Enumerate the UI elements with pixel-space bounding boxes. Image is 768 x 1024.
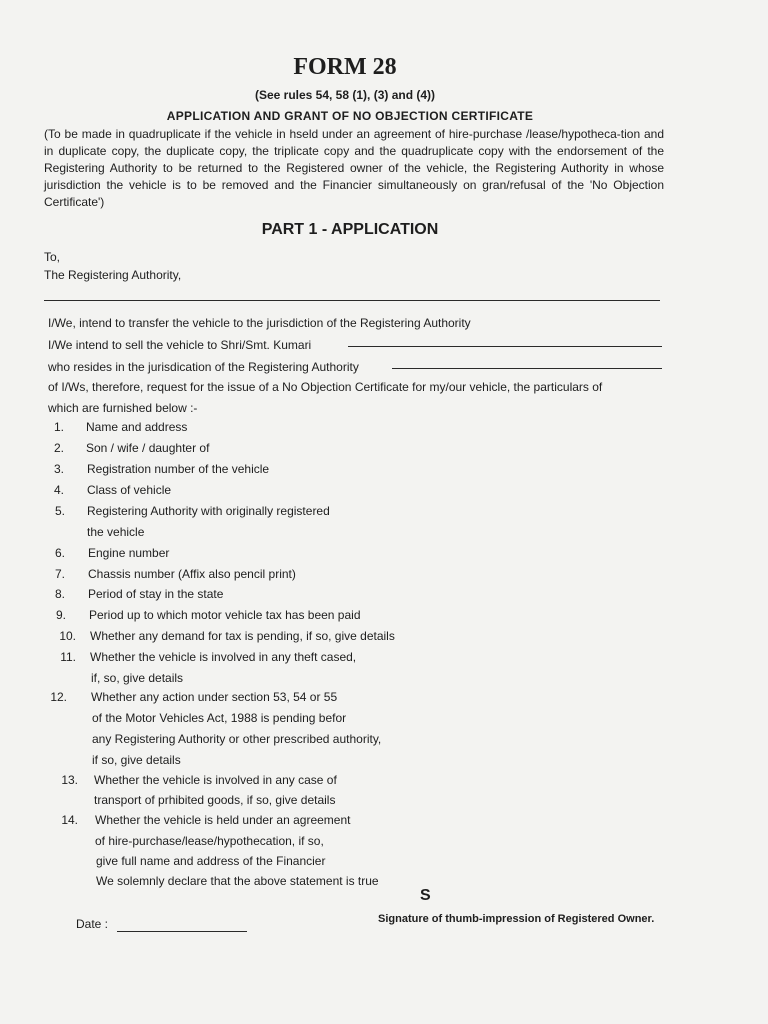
item-number: 1.	[53, 420, 64, 434]
form-heading: APPLICATION AND GRANT OF NO OBJECTION CERTIFICATE	[166, 109, 534, 123]
item-text: if so, give details	[92, 753, 181, 767]
item-text: Class of vehicle	[87, 483, 172, 497]
authority-jurisdiction-line	[392, 368, 662, 369]
authority-address-line	[44, 300, 660, 301]
item-text: of hire-purchase/lease/hypothecation, if so,	[95, 834, 324, 848]
item-text: Registering Authority with originally registered	[87, 504, 330, 518]
item-text: Whether the vehicle is involved in any theft cased,	[90, 650, 357, 664]
address-authority: The Registering Authority,	[44, 268, 182, 282]
item-text: Period of stay in the state	[88, 587, 224, 601]
item-text: any Registering Authority or other prescribed authority,	[92, 732, 382, 746]
part-title: PART 1 - APPLICATION	[261, 221, 439, 238]
date-label: Date :	[76, 917, 109, 931]
body-line-sell: I/We intend to sell the vehicle to Shri/Smt. Kumari	[48, 338, 312, 352]
item-text: Engine number	[88, 546, 170, 560]
item-number: 13.	[61, 773, 78, 787]
item-text: Registration number of the vehicle	[87, 462, 270, 476]
item-number: 14.	[61, 813, 78, 827]
declaration-text: We solemnly declare that the above statement is true	[96, 874, 379, 888]
item-number: 9.	[55, 608, 66, 622]
item-text: Name and address	[86, 420, 188, 434]
item-text: Whether the vehicle is held under an agreement	[95, 813, 351, 827]
item-number: 3.	[53, 462, 64, 476]
form-title: FORM 28	[293, 54, 397, 80]
item-text: Whether any action under section 53, 54 or 55	[91, 690, 338, 704]
item-number: 12.	[50, 690, 67, 704]
form-intro-note: (To be made in quadruplicate if the vehicle in hseld under an agreement of hire-purchase /lease/hypotheca-tion and in duplicate copy, the duplicate copy, the triplicate copy and the quadruplicate copy with the endorsement of the Registering Authority to be returned to the Registered owner of the vehicle, the Registering Authority in whose jurisdiction the vehicle is to be removed and the Financier simultaneously on gran/refusal of the 'No Objection Certificate')	[44, 127, 664, 209]
item-number: 10.	[59, 629, 76, 643]
item-number: 5.	[54, 504, 65, 518]
item-number: 6.	[54, 546, 65, 560]
item-number: 7.	[54, 567, 65, 581]
item-number: 4.	[53, 483, 64, 497]
signature-mark: S	[420, 887, 431, 904]
body-line-transfer: I/We, intend to transfer the vehicle to the jurisdiction of the Registering Authority	[48, 316, 471, 330]
item-text: Whether any demand for tax is pending, if so, give details	[90, 629, 395, 643]
body-line-request: of I/Ws, therefore, request for the issue of a No Objection Certificate for my/our vehicle, the particulars of	[48, 380, 603, 394]
item-text: Chassis number (Affix also pencil print)	[88, 567, 296, 581]
item-text: of the Motor Vehicles Act, 1988 is pending befor	[92, 711, 347, 725]
item-number: 11.	[60, 650, 76, 664]
form-rules-reference: (See rules 54, 58 (1), (3) and (4))	[254, 88, 436, 102]
item-text: Son / wife / daughter of	[86, 441, 210, 455]
item-text: the vehicle	[87, 525, 145, 539]
item-text: Period up to which motor vehicle tax has been paid	[89, 608, 361, 622]
item-text: transport of prhibited goods, if so, give details	[94, 793, 336, 807]
body-line-furnished: which are furnished below :-	[48, 401, 198, 415]
item-text: if, so, give details	[91, 671, 184, 685]
date-line[interactable]	[117, 931, 247, 932]
body-line-resides: who resides in the jurisdication of the Registering Authority	[48, 360, 359, 374]
item-text: give full name and address of the Financier	[96, 854, 326, 868]
item-number: 2.	[53, 441, 64, 455]
address-to: To,	[44, 250, 61, 264]
buyer-name-line	[348, 346, 662, 347]
item-text: Whether the vehicle is involved in any case of	[94, 773, 337, 787]
item-number: 8.	[54, 587, 65, 601]
signature-label: Signature of thumb-impression of Registered Owner.	[378, 913, 655, 925]
